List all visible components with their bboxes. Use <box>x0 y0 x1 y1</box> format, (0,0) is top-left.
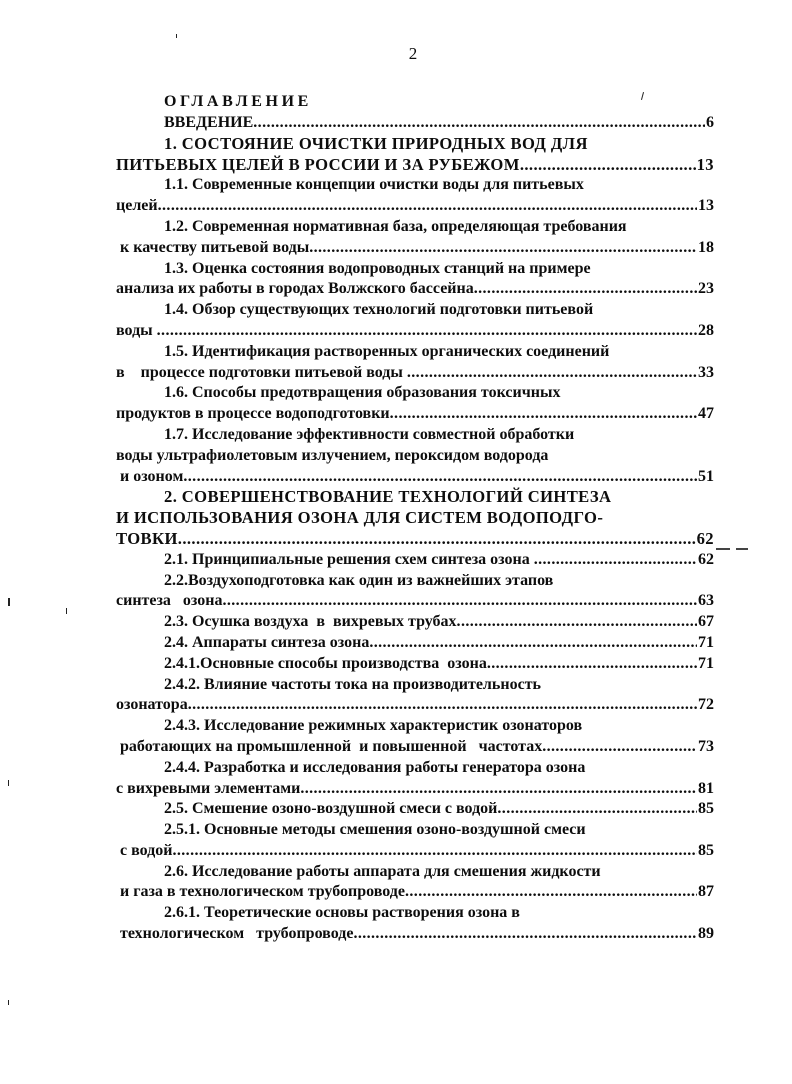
toc-entry <box>116 342 714 384</box>
dot-leader <box>369 633 697 654</box>
toc-entry <box>116 758 714 800</box>
toc-entry-text: анализа их работы в городах Волжского бассейна <box>116 280 474 298</box>
toc-entry-text: 2.1. Принципиальные решения схем синтеза озона <box>164 550 534 568</box>
toc-entry-text: работающих на промышленной и повышенной частотах <box>116 737 543 755</box>
toc-entry-leader-row <box>116 924 714 945</box>
dot-leader <box>222 591 697 612</box>
toc-entry-text: и озоном <box>116 467 184 485</box>
toc-entry <box>116 633 714 654</box>
toc-entry-leader-row <box>116 113 714 134</box>
toc-entry-title-line: 2.2.Воздухоподготовка как один из важнейших этапов <box>164 571 554 589</box>
toc-entry-page: 87 <box>698 883 714 901</box>
toc-entry-text: продуктов в процессе водоподготовки <box>116 405 390 423</box>
toc-entry-page: 51 <box>698 467 714 485</box>
toc-entry-title-line: 1.6. Способы предотвращения образования токсичных <box>164 384 561 402</box>
toc-entry-leader-row <box>116 695 714 716</box>
toc-entry-title-line: 1.1. Современные концепции очистки воды для питьевых <box>164 176 584 194</box>
scan-dash <box>716 548 730 550</box>
toc-entry-title-line: 1.2. Современная нормативная база, определяющая требования <box>164 217 627 235</box>
scan-mark <box>8 598 10 606</box>
toc-entry-text: озонатора <box>116 696 188 714</box>
toc-entry-text: воды <box>116 321 157 339</box>
dot-leader <box>353 924 697 945</box>
toc-entry <box>116 383 714 425</box>
dot-leader <box>487 654 697 675</box>
toc-entry <box>116 487 714 549</box>
dot-leader <box>407 363 697 384</box>
toc-entry-page: 67 <box>698 613 714 631</box>
toc-entry-title-line: 2.4.2. Влияние частоты тока на производительность <box>164 675 542 693</box>
toc-entry-leader-row <box>116 238 714 259</box>
toc-entry-leader-row <box>116 799 714 820</box>
dot-leader <box>474 279 697 300</box>
toc-entry <box>116 820 714 862</box>
toc-entry-text: 2.5. Смешение озоно-воздушной смеси с водой <box>164 800 498 818</box>
toc-entry-leader-row <box>116 467 714 488</box>
toc-entry-text: ВВЕДЕНИЕ <box>164 114 254 131</box>
toc-entry-text: синтеза озона <box>116 592 223 610</box>
toc-entry-leader-row <box>116 882 714 903</box>
table-of-contents <box>116 92 714 945</box>
toc-entry-title-line: 2.4.4. Разработка и исследования работы генератора озона <box>164 758 586 776</box>
toc-entry-leader-row <box>116 737 714 758</box>
toc-entry <box>116 799 714 820</box>
toc-entry-title-line: 1.5. Идентификация растворенных органических соединений <box>164 342 610 360</box>
dot-leader <box>497 799 697 820</box>
dot-leader <box>183 467 697 488</box>
toc-entry <box>116 716 714 758</box>
toc-title: ОГЛАВЛЕНИЕ <box>164 93 312 110</box>
toc-entry-page: 28 <box>698 321 714 339</box>
scan-mark <box>8 1000 9 1005</box>
toc-entry-text: в процессе подготовки питьевой воды <box>116 363 407 381</box>
toc-entry-text: 2.3. Осушка воздуха в вихревых трубах <box>164 613 457 631</box>
toc-entry-text: и газа в технологическом трубопроводе <box>116 883 405 901</box>
toc-entry-text: целей <box>116 197 158 215</box>
toc-entry-leader-row <box>116 363 714 384</box>
dot-leader <box>300 779 697 800</box>
toc-entries <box>116 113 714 945</box>
toc-entry-leader-row <box>116 155 714 176</box>
toc-entry-page: 85 <box>698 841 714 859</box>
toc-entry-leader-row <box>116 841 714 862</box>
toc-entry-title-line: 1.3. Оценка состояния водопроводных станций на примере <box>164 259 591 277</box>
toc-entry <box>116 550 714 571</box>
toc-entry-leader-row <box>116 404 714 425</box>
toc-entry-leader-row <box>116 196 714 217</box>
toc-entry-leader-row <box>116 654 714 675</box>
dot-leader <box>534 550 697 571</box>
toc-entry-leader-row <box>116 279 714 300</box>
toc-entry-title-line: 2.6. Исследование работы аппарата для смешения жидкости <box>164 862 601 880</box>
toc-entry-text: 2.4. Аппараты синтеза озона <box>164 633 370 651</box>
toc-entry-page: 13 <box>698 197 714 215</box>
dot-leader <box>390 404 697 425</box>
toc-entry <box>116 113 714 134</box>
toc-entry <box>116 217 714 259</box>
toc-entry-page: 85 <box>698 800 714 818</box>
scan-dash <box>736 548 748 550</box>
dot-leader <box>158 196 697 217</box>
toc-entry-title-line: 1.7. Исследование эффективности совместной обработки <box>164 425 575 443</box>
dot-leader <box>309 238 697 259</box>
toc-entry-title-line: 1. СОСТОЯНИЕ ОЧИСТКИ ПРИРОДНЫХ ВОД ДЛЯ <box>164 133 588 153</box>
toc-entry-title-line: 2.4.3. Исследование режимных характеристик озонаторов <box>164 717 583 735</box>
toc-entry-text: технологическом трубопроводе <box>116 925 354 943</box>
toc-entry-text: ТОВКИ <box>116 528 178 548</box>
toc-entry-title-line: 2.6.1. Теоретические основы растворения озона в <box>164 904 520 922</box>
toc-entry-page: 89 <box>698 925 714 943</box>
dot-leader <box>457 612 697 633</box>
toc-entry-page: 73 <box>698 737 714 755</box>
toc-entry-text: ПИТЬЕВЫХ ЦЕЛЕЙ В РОССИИ И ЗА РУБЕЖОМ <box>116 154 520 174</box>
dot-leader <box>178 529 696 550</box>
toc-entry-text: с водой <box>116 841 173 859</box>
toc-entry-page: 18 <box>698 238 714 256</box>
toc-entry-title-line: 2. СОВЕРШЕНСТВОВАНИЕ ТЕХНОЛОГИЙ СИНТЕЗА <box>164 487 612 507</box>
toc-entry-leader-row <box>116 321 714 342</box>
toc-entry <box>116 862 714 904</box>
toc-entry-leader-row <box>116 612 714 633</box>
toc-entry-page: 72 <box>698 696 714 714</box>
dot-leader <box>253 113 705 134</box>
toc-entry-leader-row <box>116 779 714 800</box>
page-number: 2 <box>408 44 418 63</box>
toc-entry-page: 33 <box>698 363 714 381</box>
toc-entry-page: 81 <box>698 779 714 797</box>
toc-entry-text: с вихревыми элементами <box>116 779 301 797</box>
scan-mark <box>8 780 9 786</box>
dot-leader <box>405 882 697 903</box>
toc-entry <box>116 425 714 487</box>
toc-entry <box>116 175 714 217</box>
toc-entry-text: 2.4.1.Основные способы производства озона <box>164 654 487 672</box>
toc-entry <box>116 612 714 633</box>
toc-entry-page: 62 <box>696 528 714 548</box>
toc-entry-page: 13 <box>696 154 714 174</box>
toc-entry <box>116 300 714 342</box>
scan-mark <box>66 608 67 614</box>
toc-entry-page: 63 <box>698 592 714 610</box>
dot-leader <box>188 695 697 716</box>
toc-entry-title-line: воды ультрафиолетовым излучением, пероксидом водорода <box>116 446 549 464</box>
toc-entry-page: 23 <box>698 280 714 298</box>
scan-mark <box>176 34 177 38</box>
toc-entry <box>116 259 714 301</box>
toc-entry-leader-row <box>116 529 714 550</box>
toc-entry <box>116 675 714 717</box>
dot-leader <box>542 737 697 758</box>
toc-entry-title-line: 2.5.1. Основные методы смешения озоно-воздушной смеси <box>164 821 586 839</box>
toc-entry-title-line: 1.4. Обзор существующих технологий подготовки питьевой <box>164 301 594 319</box>
toc-entry-page: 71 <box>698 654 714 672</box>
dot-leader <box>157 321 697 342</box>
toc-entry-text: к качеству питьевой воды <box>116 238 310 256</box>
toc-entry-leader-row <box>116 591 714 612</box>
toc-entry-page: 62 <box>698 550 714 568</box>
toc-entry <box>116 903 714 945</box>
toc-entry-page: 6 <box>706 114 714 131</box>
dot-leader <box>172 841 697 862</box>
toc-entry <box>116 571 714 613</box>
toc-entry-page: 71 <box>698 633 714 651</box>
toc-entry-title-line: И ИСПОЛЬЗОВАНИЯ ОЗОНА ДЛЯ СИСТЕМ ВОДОПОДГО- <box>116 508 604 528</box>
toc-entry <box>116 654 714 675</box>
toc-entry-leader-row <box>116 633 714 654</box>
toc-entry-leader-row <box>116 550 714 571</box>
toc-entry <box>116 134 714 176</box>
toc-entry-page: 47 <box>698 405 714 423</box>
dot-leader <box>520 155 696 176</box>
